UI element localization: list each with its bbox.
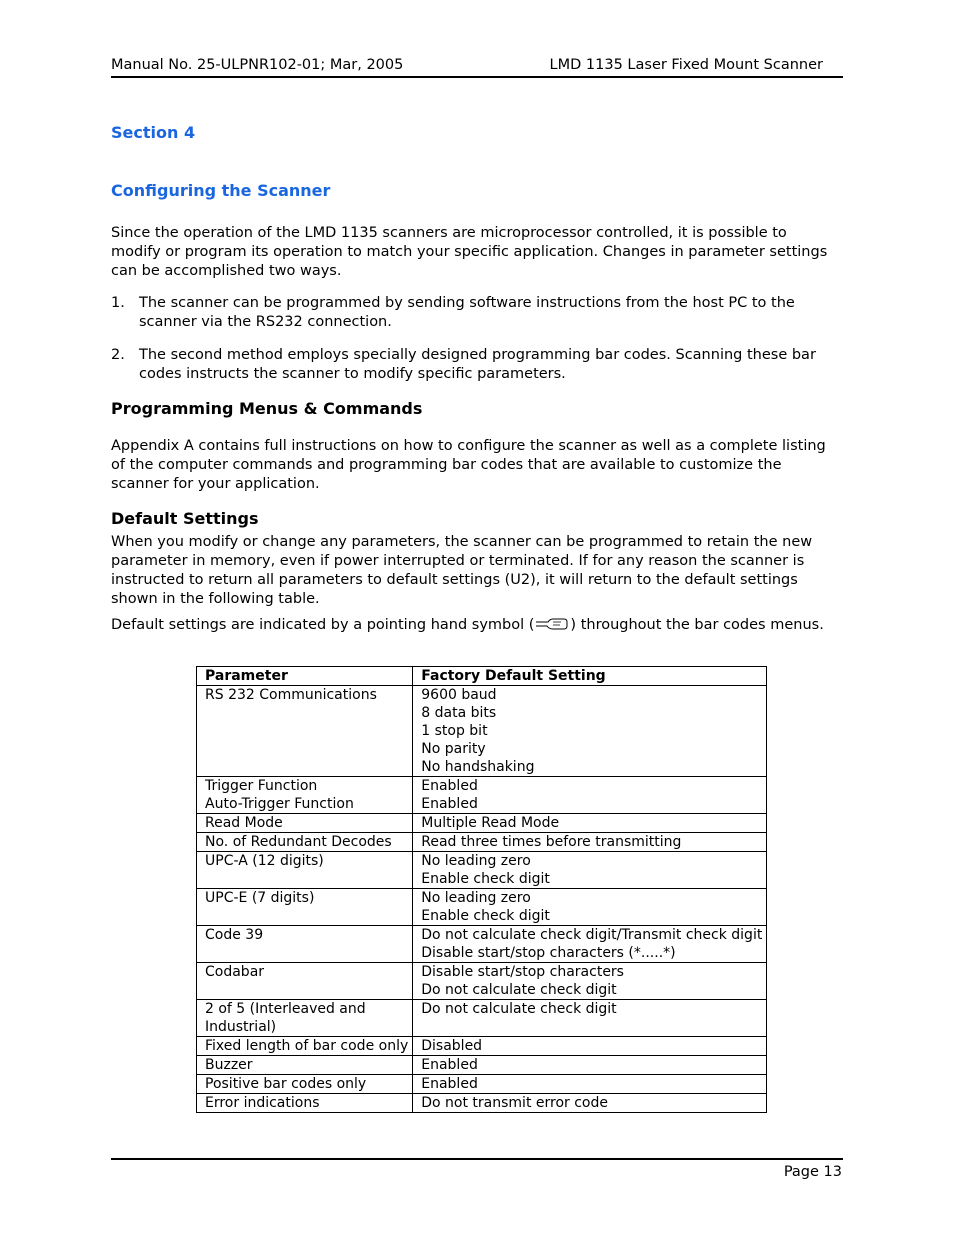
table-body (197, 686, 767, 1113)
default-value-cell-line: No parity (421, 741, 486, 757)
default-value-cell-line: Do not calculate check digit/Transmit check digit (421, 927, 763, 943)
default-value-cell-line: No leading zero (421, 890, 531, 906)
parameter-cell (197, 1000, 413, 1037)
table-row (197, 926, 767, 963)
parameter-cell-line: UPC-E (7 digits) (205, 890, 315, 906)
default-value-cell (413, 777, 767, 814)
table-row (197, 963, 767, 1000)
table-row (197, 686, 767, 777)
parameter-cell (197, 852, 413, 889)
list-text: The scanner can be programmed by sending software instructions from the host PC to the scanner via the RS232 connection. (139, 295, 795, 330)
list-text: The second method employs specially designed programming bar codes. Scanning these bar codes instructs the scanner to modify specific parameters. (139, 347, 816, 382)
parameter-cell-line: No. of Redundant Decodes (205, 834, 392, 850)
header-product-title: LMD 1135 Laser Fixed Mount Scanner (549, 57, 823, 73)
parameter-cell-line: Positive bar codes only (205, 1076, 367, 1092)
list-number: 1. (111, 295, 125, 311)
default-value-cell (413, 833, 767, 852)
parameter-cell (197, 777, 413, 814)
parameter-cell-line: Buzzer (205, 1057, 253, 1073)
column-header-parameter: Parameter (197, 667, 413, 686)
default-value-cell (413, 1094, 767, 1113)
default-value-cell-line: Enable check digit (421, 871, 550, 887)
table-row (197, 833, 767, 852)
default-value-cell-line: Enabled (421, 778, 478, 794)
table-row (197, 1094, 767, 1113)
parameter-cell (197, 889, 413, 926)
table-row (197, 852, 767, 889)
table-row (197, 1037, 767, 1056)
parameter-cell-line: 2 of 5 (Interleaved and (205, 1001, 366, 1017)
parameter-cell (197, 926, 413, 963)
parameter-cell-line: Fixed length of bar code only (205, 1038, 409, 1054)
default-value-cell (413, 963, 767, 1000)
default-value-cell-line: Do not transmit error code (421, 1095, 608, 1111)
default-value-cell-line: Do not calculate check digit (421, 1001, 617, 1017)
parameter-cell (197, 1056, 413, 1075)
default-settings-table (196, 666, 767, 1113)
parameter-cell (197, 1075, 413, 1094)
table-row (197, 889, 767, 926)
column-header-default: Factory Default Setting (413, 667, 767, 686)
parameter-cell-line: Error indications (205, 1095, 320, 1111)
parameter-cell (197, 1037, 413, 1056)
default-value-cell-line: No handshaking (421, 759, 535, 775)
header-manual-number: Manual No. 25-ULPNR102-01; Mar, 2005 (111, 57, 404, 73)
parameter-cell-line: Industrial) (205, 1019, 277, 1035)
parameter-cell-line: Codabar (205, 964, 265, 980)
parameter-cell-line: UPC-A (12 digits) (205, 853, 324, 869)
default-value-cell (413, 852, 767, 889)
parameter-cell-line: Auto-Trigger Function (205, 796, 354, 812)
hand-symbol-note (111, 616, 824, 636)
parameter-cell (197, 963, 413, 1000)
default-settings-heading: Default Settings (111, 509, 259, 528)
parameter-cell (197, 814, 413, 833)
default-value-cell-line: Multiple Read Mode (421, 815, 560, 831)
default-value-cell (413, 1000, 767, 1037)
default-value-cell-line: Disabled (421, 1038, 483, 1054)
page-number: Page 13 (783, 1164, 842, 1180)
hand-note-after: ) throughout the bar codes menus. (570, 617, 824, 633)
programming-heading: Programming Menus & Commands (111, 399, 423, 418)
list-number: 2. (111, 347, 125, 363)
programming-paragraph: Appendix A contains full instructions on how to configure the scanner as well as a complete listing of the computer commands and programming bar codes that are available to customize the scanner for your application. (111, 438, 826, 492)
header-rule (111, 76, 843, 78)
list-item (111, 294, 841, 332)
section-label: Section 4 (111, 123, 196, 142)
default-value-cell-line: Enabled (421, 1076, 478, 1092)
table-row (197, 814, 767, 833)
hand-note-before: Default settings are indicated by a pointing hand symbol ( (111, 617, 535, 633)
default-value-cell-line: 1 stop bit (421, 723, 488, 739)
footer-rule (111, 1158, 843, 1160)
pointing-hand-icon (534, 616, 570, 636)
default-value-cell (413, 1056, 767, 1075)
default-settings-paragraph: When you modify or change any parameters, the scanner can be programmed to retain the new parameter in memory, even if power interrupted or terminated. If for any reason the scanner is instructed to return all parameters to default settings (U2), it will return to the default settings shown in the following table. (111, 534, 813, 607)
default-value-cell-line: Do not calculate check digit (421, 982, 617, 998)
default-value-cell-line: Enabled (421, 1057, 478, 1073)
table-row (197, 777, 767, 814)
parameter-cell (197, 1094, 413, 1113)
table-row (197, 1000, 767, 1037)
default-value-cell (413, 686, 767, 777)
default-value-cell-line: 9600 baud (421, 687, 497, 703)
default-value-cell (413, 1037, 767, 1056)
parameter-cell (197, 686, 413, 777)
parameter-cell-line: RS 232 Communications (205, 687, 377, 703)
section-title: Configuring the Scanner (111, 181, 331, 200)
intro-paragraph: Since the operation of the LMD 1135 scanners are microprocessor controlled, it is possible to modify or program its operation to match your specific application. Changes in parameter settings can be accomplished two ways. (111, 225, 828, 279)
parameter-cell-line: Trigger Function (205, 778, 318, 794)
default-value-cell-line: No leading zero (421, 853, 531, 869)
parameter-cell-line: Read Mode (205, 815, 283, 831)
default-value-cell (413, 926, 767, 963)
list-item (111, 346, 841, 384)
table-row (197, 1056, 767, 1075)
default-value-cell-line: Enable check digit (421, 908, 550, 924)
default-value-cell-line: Disable start/stop characters (*.....*) (421, 945, 676, 961)
table-row (197, 1075, 767, 1094)
default-value-cell-line: 8 data bits (421, 705, 497, 721)
default-value-cell-line: Read three times before transmitting (421, 834, 682, 850)
default-value-cell-line: Disable start/stop characters (421, 964, 624, 980)
default-value-cell-line: Enabled (421, 796, 478, 812)
parameter-cell-line: Code 39 (205, 927, 264, 943)
parameter-cell (197, 833, 413, 852)
default-value-cell (413, 1075, 767, 1094)
table-header-row (197, 667, 767, 686)
default-value-cell (413, 889, 767, 926)
default-value-cell (413, 814, 767, 833)
